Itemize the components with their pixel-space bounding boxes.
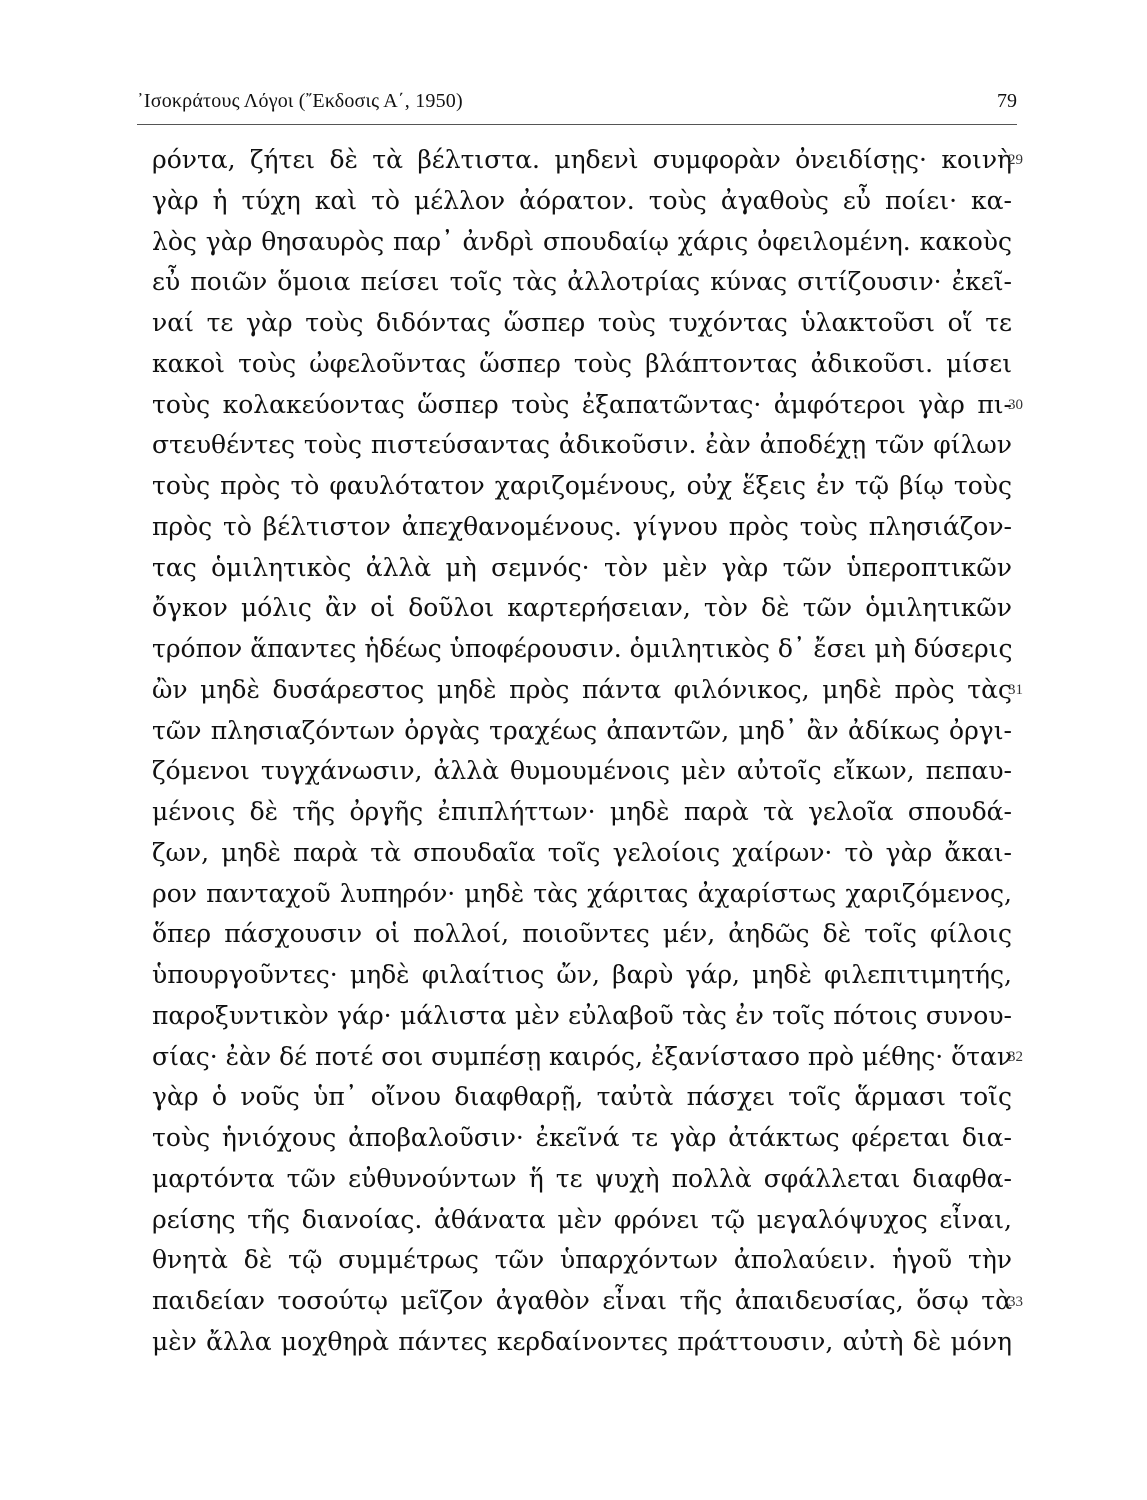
text-line: εὖ ποιῶν ὅμοια πείσει τοῖς τὰς ἀλλοτρίας κύνας σιτίζουσιν· ἐκεῖ- bbox=[152, 267, 1012, 297]
text-line: ζόμενοι τυγχάνωσιν, ἀλλὰ θυμουμένοις μὲν αὐτοῖς εἴκων, πεπαυ- bbox=[152, 756, 1012, 786]
text-line: ὢν μηδὲ δυσάρεστος μηδὲ πρὸς πάντα φιλόνικος, μηδὲ πρὸς τὰς bbox=[152, 674, 1012, 704]
text-line: τῶν πλησιαζόντων ὀργὰς τραχέως ἀπαντῶν, μηδ᾽ ἂν ἀδίκως ὀργι- bbox=[152, 715, 1012, 745]
running-title: ᾽Ισοκράτους Λόγοι (῎Εκδοσις Α΄, 1950) bbox=[137, 90, 463, 112]
text-line: θνητὰ δὲ τῷ συμμέτρως τῶν ὑπαρχόντων ἀπολαύειν. ἡγοῦ τὴν bbox=[152, 1245, 1012, 1275]
text-line: τρόπον ἅπαντες ἡδέως ὑποφέρουσιν. ὁμιλητικὸς δ᾽ ἔσει μὴ δύσερις bbox=[152, 634, 1013, 663]
text-line: τοὺς ἡνιόχους ἀποβαλοῦσιν· ἐκεῖνά τε γὰρ ἀτάκτως φέρεται δια- bbox=[152, 1123, 1012, 1152]
text-line: μαρτόντα τῶν εὐθυνούντων ἥ τε ψυχὴ πολλὰ σφάλλεται διαφθα- bbox=[152, 1163, 1012, 1193]
text-line: ζων, μηδὲ παρὰ τὰ σπουδαῖα τοῖς γελοίοις χαίρων· τὸ γὰρ ἄκαι- bbox=[152, 837, 1012, 867]
page-header bbox=[137, 90, 1017, 125]
page-number: 79 bbox=[997, 90, 1017, 112]
text-line: παιδείαν τοσούτῳ μεῖζον ἀγαθὸν εἶναι τῆς ἀπαιδευσίας, ὅσῳ τὰ bbox=[152, 1286, 1012, 1315]
text-line: ὄγκον μόλις ἂν οἱ δοῦλοι καρτερήσειαν, τὸν δὲ τῶν ὁμιλητικῶν bbox=[152, 593, 1012, 623]
body-text bbox=[152, 140, 1012, 1363]
text-line: σίας· ἐὰν δέ ποτέ σοι συμπέσῃ καιρός, ἐξανίστασο πρὸ μέθης· ὅταν bbox=[152, 1041, 1013, 1071]
text-line: ρείσης τῆς διανοίας. ἀθάνατα μὲν φρόνει τῷ μεγαλόψυχος εἶναι, bbox=[152, 1204, 1012, 1234]
text-line: κακοὶ τοὺς ὠφελοῦντας ὥσπερ τοὺς βλάπτοντας ἀδικοῦσι. μίσει bbox=[152, 348, 1012, 378]
text-line: ὑπουργοῦντες· μηδὲ φιλαίτιος ὤν, βαρὺ γάρ, μηδὲ φιλεπιτιμητής, bbox=[152, 960, 1012, 989]
text-line: ρον πανταχοῦ λυπηρόν· μηδὲ τὰς χάριτας ἀχαρίστως χαριζόμενος, bbox=[152, 878, 1012, 908]
text-line: γὰρ ὁ νοῦς ὑπ᾽ οἴνου διαφθαρῇ, ταὐτὰ πάσχει τοῖς ἅρμασι τοῖς bbox=[152, 1082, 1012, 1112]
text-line: ναί τε γὰρ τοὺς διδόντας ὥσπερ τοὺς τυχόντας ὑλακτοῦσι οἵ τε bbox=[152, 308, 1012, 337]
text-line: γὰρ ἡ τύχη καὶ τὸ μέλλον ἀόρατον. τοὺς ἀγαθοὺς εὖ ποίει· κα- bbox=[152, 185, 1012, 215]
text-line: μένοις δὲ τῆς ὀργῆς ἐπιπλήττων· μηδὲ παρὰ τὰ γελοῖα σπουδά- bbox=[152, 797, 1012, 826]
text-line: τας ὁμιλητικὸς ἀλλὰ μὴ σεμνός· τὸν μὲν γὰρ τῶν ὑπεροπτικῶν bbox=[152, 552, 1012, 582]
text-line: μὲν ἄλλα μοχθηρὰ πάντες κερδαίνοντες πράττουσιν, αὐτὴ δὲ μόνη bbox=[152, 1326, 1012, 1356]
text-line: τοὺς κολακεύοντας ὥσπερ τοὺς ἐξαπατῶντας· ἀμφότεροι γὰρ πι- bbox=[152, 389, 1012, 419]
section-number-31: 31 bbox=[1008, 682, 1023, 698]
text-line: ρόντα, ζήτει δὲ τὰ βέλτιστα. μηδενὶ συμφορὰν ὀνειδίσῃς· κοινὴ bbox=[152, 145, 1012, 174]
text-line: ὅπερ πάσχουσιν οἱ πολλοί, ποιοῦντες μέν, ἀηδῶς δὲ τοῖς φίλοις bbox=[152, 919, 1012, 949]
text-line: τοὺς πρὸς τὸ φαυλότατον χαριζομένους, οὐχ ἕξεις ἐν τῷ βίῳ τοὺς bbox=[152, 471, 1012, 500]
text-line: παροξυντικὸν γάρ· μάλιστα μὲν εὐλαβοῦ τὰς ἐν τοῖς πότοις συνου- bbox=[152, 1000, 1012, 1030]
text-line: πρὸς τὸ βέλτιστον ἀπεχθανομένους. γίγνου πρὸς τοὺς πλησιάζον- bbox=[152, 511, 1012, 541]
section-number-33: 33 bbox=[1008, 1294, 1023, 1310]
text-line: στευθέντες τοὺς πιστεύσαντας ἀδικοῦσιν. ἐὰν ἀποδέχῃ τῶν φίλων bbox=[152, 430, 1012, 460]
section-number-30: 30 bbox=[1008, 397, 1023, 413]
section-number-29: 29 bbox=[1008, 152, 1023, 168]
text-line: λὸς γὰρ θησαυρὸς παρ᾽ ἀνδρὶ σπουδαίῳ χάρις ὀφειλομένη. κακοὺς bbox=[152, 226, 1012, 256]
section-number-32: 32 bbox=[1008, 1049, 1023, 1065]
